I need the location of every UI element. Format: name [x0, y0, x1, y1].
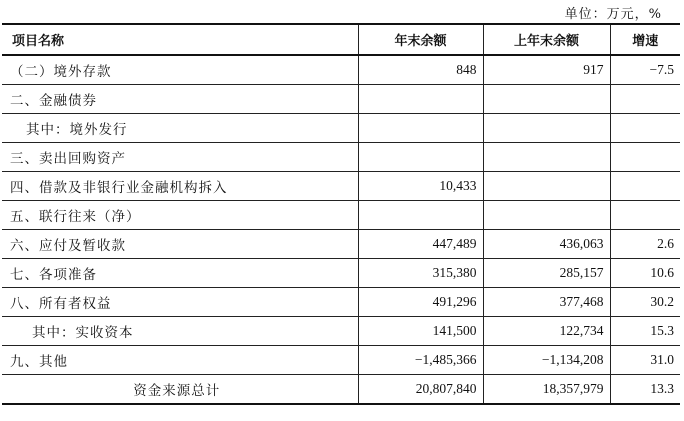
table-header-row [2, 24, 680, 55]
table-row [2, 288, 680, 317]
row-prev-year-end: 436,063 [483, 230, 610, 259]
header-prev-year-end: 上年末余额 [483, 24, 610, 55]
row-name: 九、其他 [2, 346, 358, 375]
row-year-end: 20,807,840 [358, 375, 483, 405]
row-growth: 2.6 [610, 230, 680, 259]
row-year-end: 315,380 [358, 259, 483, 288]
row-growth: 10.6 [610, 259, 680, 288]
row-name: 七、各项准备 [2, 259, 358, 288]
funds-source-table [2, 23, 680, 405]
row-prev-year-end: 122,734 [483, 317, 610, 346]
row-name: 八、所有者权益 [2, 288, 358, 317]
row-year-end [358, 143, 483, 172]
row-growth: 15.3 [610, 317, 680, 346]
row-name: 六、应付及暂收款 [2, 230, 358, 259]
row-name: 其中：境外发行 [2, 114, 358, 143]
row-year-end: −1,485,366 [358, 346, 483, 375]
row-growth: 31.0 [610, 346, 680, 375]
row-year-end [358, 85, 483, 114]
row-growth [610, 201, 680, 230]
table-row [2, 55, 680, 85]
row-year-end [358, 114, 483, 143]
row-growth: −7.5 [610, 55, 680, 85]
row-prev-year-end [483, 85, 610, 114]
row-prev-year-end [483, 143, 610, 172]
row-name: （二）境外存款 [2, 55, 358, 85]
row-prev-year-end: 18,357,979 [483, 375, 610, 405]
row-growth: 13.3 [610, 375, 680, 405]
row-growth [610, 143, 680, 172]
table-row [2, 172, 680, 201]
header-year-end: 年末余额 [358, 24, 483, 55]
row-name: 二、金融债券 [2, 85, 358, 114]
row-name: 五、联行往来（净） [2, 201, 358, 230]
table-row [2, 201, 680, 230]
table-row [2, 346, 680, 375]
unit-note: 单位：万元，% [564, 7, 662, 22]
row-name: 其中：实收资本 [2, 317, 358, 346]
table-row [2, 114, 680, 143]
row-name: 三、卖出回购资产 [2, 143, 358, 172]
table-row [2, 317, 680, 346]
row-prev-year-end [483, 201, 610, 230]
row-prev-year-end: 917 [483, 55, 610, 85]
table-row [2, 230, 680, 259]
header-item-name: 项目名称 [2, 24, 358, 55]
row-growth [610, 85, 680, 114]
row-growth [610, 172, 680, 201]
row-name: 资金来源总计 [2, 375, 358, 405]
row-year-end: 447,489 [358, 230, 483, 259]
row-name: 四、借款及非银行业金融机构拆入 [2, 172, 358, 201]
table-row [2, 143, 680, 172]
row-year-end: 848 [358, 55, 483, 85]
header-growth: 增速 [610, 24, 680, 55]
row-prev-year-end: 377,468 [483, 288, 610, 317]
row-year-end: 10,433 [358, 172, 483, 201]
row-prev-year-end: −1,134,208 [483, 346, 610, 375]
table-row [2, 259, 680, 288]
table-row [2, 85, 680, 114]
row-year-end: 141,500 [358, 317, 483, 346]
row-growth [610, 114, 680, 143]
row-year-end [358, 201, 483, 230]
row-growth: 30.2 [610, 288, 680, 317]
row-year-end: 491,296 [358, 288, 483, 317]
row-prev-year-end: 285,157 [483, 259, 610, 288]
row-prev-year-end [483, 172, 610, 201]
table-total-row [2, 375, 680, 405]
row-prev-year-end [483, 114, 610, 143]
